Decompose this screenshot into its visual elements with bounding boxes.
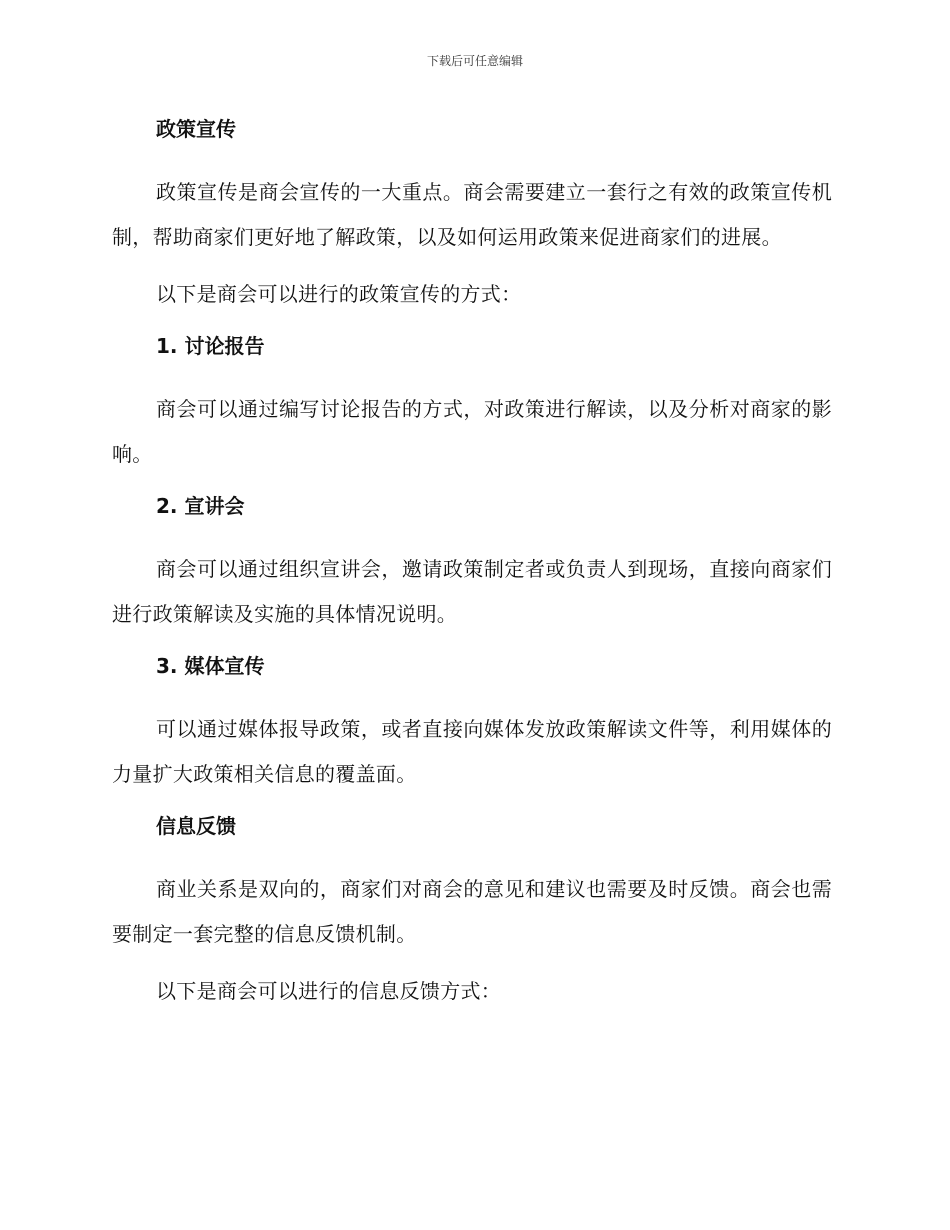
paragraph-briefing: 商会可以通过组织宣讲会，邀请政策制定者或负责人到现场，直接向商家们进行政策解读及实施的具体情况说明。 — [112, 557, 832, 626]
paragraph-policy-intro: 政策宣传是商会宣传的一大重点。商会需要建立一套行之有效的政策宣传机制，帮助商家们更好地了解政策，以及如何运用政策来促进商家们的进展。 — [112, 180, 832, 249]
paragraph-policy-methods: 以下是商会可以进行的政策宣传的方式： — [156, 282, 522, 306]
paragraph-feedback-intro: 商业关系是双向的，商家们对商会的意见和建议也需要及时反馈。商会也需要制定一套完整的信息反馈机制。 — [112, 877, 832, 946]
paragraph-media: 可以通过媒体报导政策，或者直接向媒体发放政策解读文件等，利用媒体的力量扩大政策相关信息的覆盖面。 — [112, 717, 832, 786]
item-heading-discussion-report: 1. 讨论报告 — [156, 334, 265, 358]
item-heading-briefing: 2. 宣讲会 — [156, 494, 245, 518]
item-heading-media: 3. 媒体宣传 — [156, 654, 265, 678]
page-header-note: 下载后可任意编辑 — [426, 54, 523, 68]
section-heading-feedback: 信息反馈 — [156, 814, 236, 838]
paragraph-discussion-report: 商会可以通过编写讨论报告的方式，对政策进行解读，以及分析对商家的影响。 — [112, 397, 832, 466]
paragraph-feedback-methods: 以下是商会可以进行的信息反馈方式： — [156, 979, 502, 1003]
section-heading-policy: 政策宣传 — [156, 117, 236, 141]
document-body — [112, 112, 832, 1014]
